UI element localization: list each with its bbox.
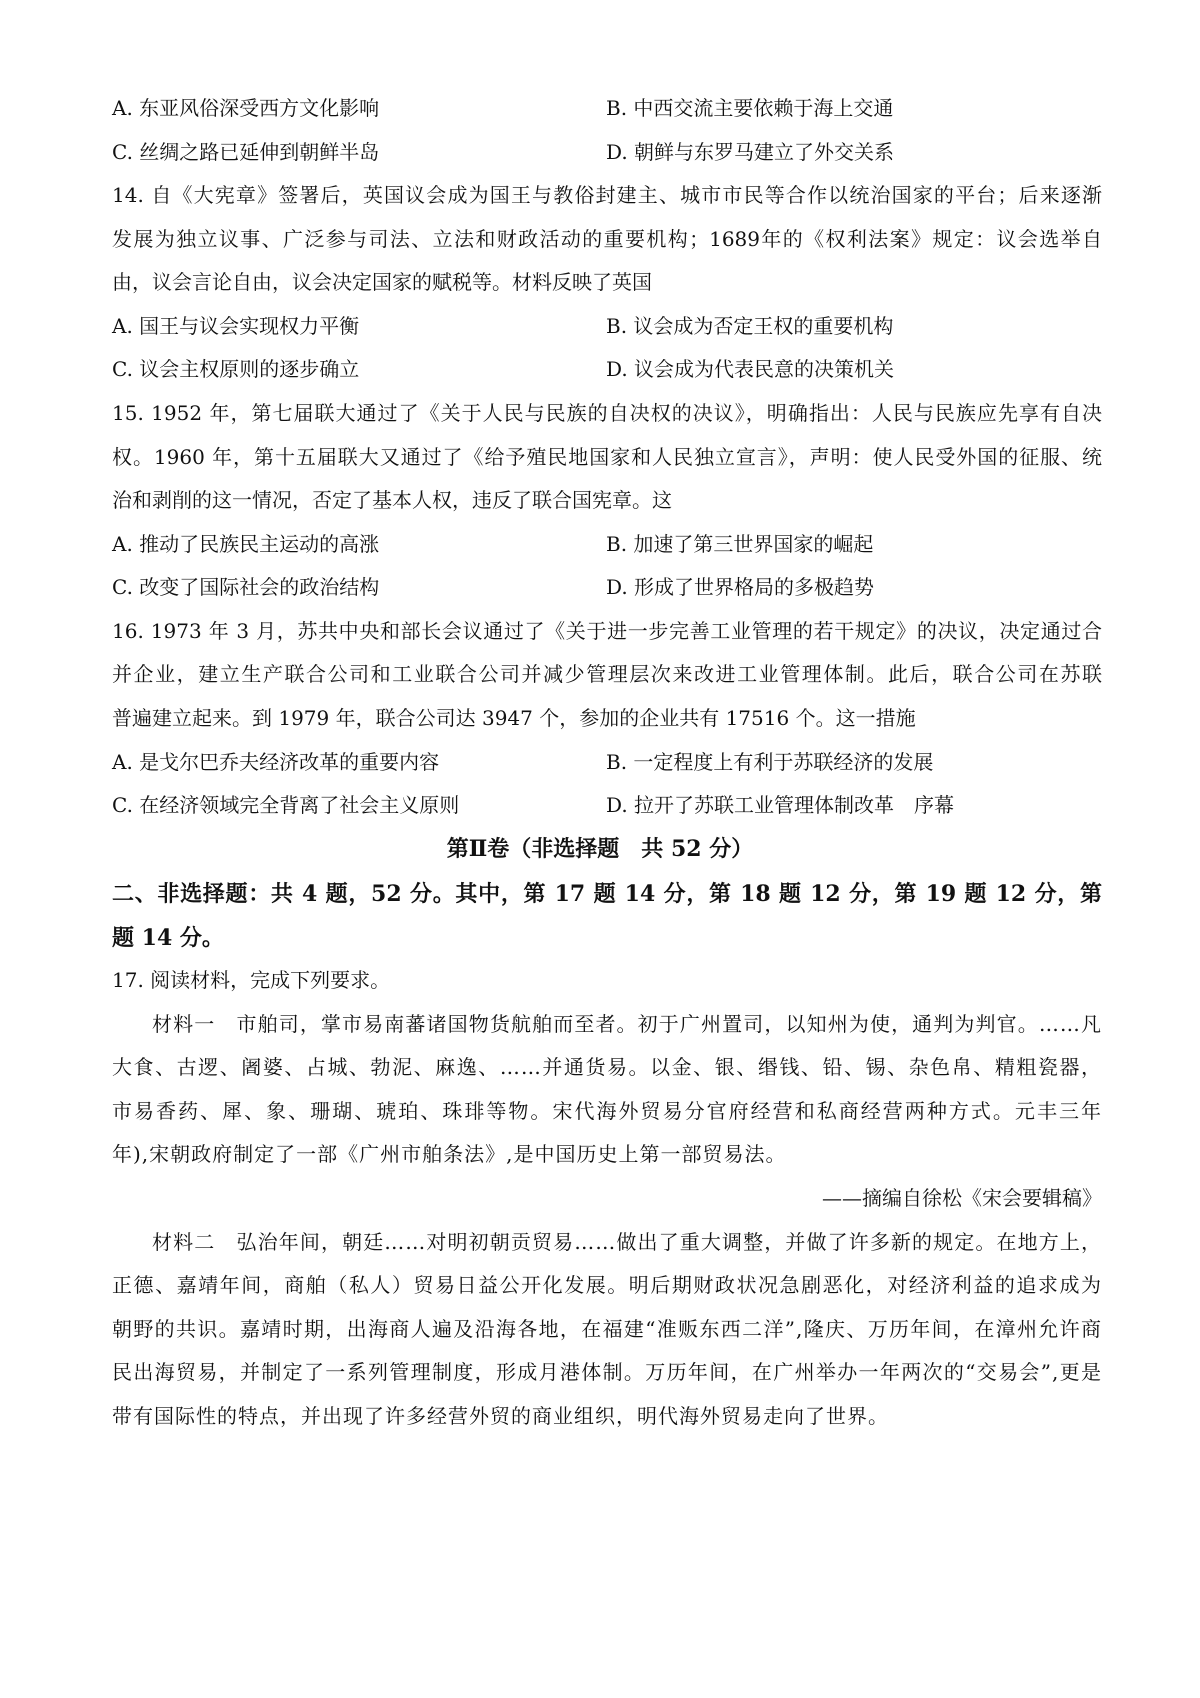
q15-option-d: D. 形成了世界格局的多极趋势 [606,575,875,599]
q17-material2-line-1: 材料二 弘治年间，朝廷……对明初朝贡贸易……做出了重大调整，并做了许多新的规定。在地方上， [152,1230,1102,1254]
q16-option-c: C. 在经济领域完全背离了社会主义原则 [112,793,460,817]
q14-stem-line-2: 发展为独立议事、广泛参与司法、立法和财政活动的重要机构；1689年的《权利法案》规定：议会选举自 [112,227,1102,251]
q14-option-c: C. 议会主权原则的逐步确立 [112,357,360,381]
q17-material2-line-5: 带有国际性的特点，并出现了许多经营外贸的商业组织，明代海外贸易走向了世界。 [112,1404,889,1428]
q17-material1-line-3: 市易香药、犀、象、珊瑚、琥珀、珠琲等物。宋代海外贸易分官府经营和私商经营两种方式。元丰三年 [112,1099,1102,1123]
q17-material1-line-2: 大食、古逻、阇婆、占城、勃泥、麻逸、……并通货易。以金、银、缗钱、铅、锡、杂色帛、精粗瓷器， [112,1055,1102,1079]
q16-option-b: B. 一定程度上有利于苏联经济的发展 [606,750,934,774]
q14-stem-line-3: 由，议会言论自由，议会决定国家的赋税等。材料反映了英国 [112,270,652,294]
q17-material2-line-2: 正德、嘉靖年间，商舶（私人）贸易日益公开化发展。明后期财政状况急剧恶化，对经济利益的追求成为 [112,1273,1102,1297]
section-title: 第Ⅱ卷（非选择题 共 52 分） [446,836,754,862]
q15-stem-line-3: 治和剥削的这一情况，否定了基本人权，违反了联合国宪章。这 [112,488,672,512]
q16-option-a: A. 是戈尔巴乔夫经济改革的重要内容 [112,750,440,774]
section-instruction-line-1: 二、非选择题：共 4 题，52 分。其中，第 17 题 14 分，第 18 题 12 分，第 19 题 12 分，第 [112,881,1102,907]
q15-option-b: B. 加速了第三世界国家的崛起 [606,532,874,556]
q16-stem-line-1: 16. 1973 年 3 月，苏共中央和部长会议通过了《关于进一步完善工业管理的若干规定》的决议，决定通过合 [112,619,1102,643]
q15-option-c: C. 改变了国际社会的政治结构 [112,575,380,599]
q17-material1-line-1: 材料一 市舶司，掌市易南蕃诸国物货航舶而至者。初于广州置司，以知州为使，通判为判官。……凡 [152,1012,1102,1036]
q17-material2-line-4: 民出海贸易，并制定了一系列管理制度，形成月港体制。万历年间，在广州举办一年两次的“交易会”,更是 [112,1360,1102,1384]
q14-option-d: D. 议会成为代表民意的决策机关 [606,357,895,381]
q17-material1-source: ——摘编自徐松《宋会要辑稿》 [822,1186,1102,1210]
q14-option-b: B. 议会成为否定王权的重要机构 [606,314,894,338]
q16-stem-line-2: 并企业，建立生产联合公司和工业联合公司并减少管理层次来改进工业管理体制。此后，联合公司在苏联 [112,662,1102,686]
q15-option-a: A. 推动了民族民主运动的高涨 [112,532,380,556]
q13-option-c: C. 丝绸之路已延伸到朝鲜半岛 [112,140,380,164]
q13-option-b: B. 中西交流主要依赖于海上交通 [606,96,894,120]
section-instruction-line-2: 题 14 分。 [112,925,224,951]
q17-material2-line-3: 朝野的共识。嘉靖时期，出海商人遍及沿海各地，在福建“准贩东西二洋”,隆庆、万历年间，在漳州允许商 [112,1317,1102,1341]
q14-stem-line-1: 14. 自《大宪章》签署后，英国议会成为国王与教俗封建主、城市市民等合作以统治国家的平台；后来逐渐 [112,183,1102,207]
q17-stem: 17. 阅读材料，完成下列要求。 [112,968,391,992]
q15-stem-line-2: 权。1960 年，第十五届联大又通过了《给予殖民地国家和人民独立宣言》，声明：使人民受外国的征服、统 [112,445,1102,469]
q13-option-d: D. 朝鲜与东罗马建立了外交关系 [606,140,895,164]
q16-stem-line-3: 普遍建立起来。到 1979 年，联合公司达 3947 个，参加的企业共有 17516 个。这一措施 [112,706,916,730]
q16-option-d: D. 拉开了苏联工业管理体制改革 序幕 [606,793,955,817]
q13-option-a: A. 东亚风俗深受西方文化影响 [112,96,380,120]
q14-option-a: A. 国王与议会实现权力平衡 [112,314,360,338]
q17-material1-line-4: 年),宋朝政府制定了一部《广州市舶条法》,是中国历史上第一部贸易法。 [112,1142,787,1166]
q15-stem-line-1: 15. 1952 年，第七届联大通过了《关于人民与民族的自决权的决议》，明确指出：人民与民族应先享有自决 [112,401,1102,425]
